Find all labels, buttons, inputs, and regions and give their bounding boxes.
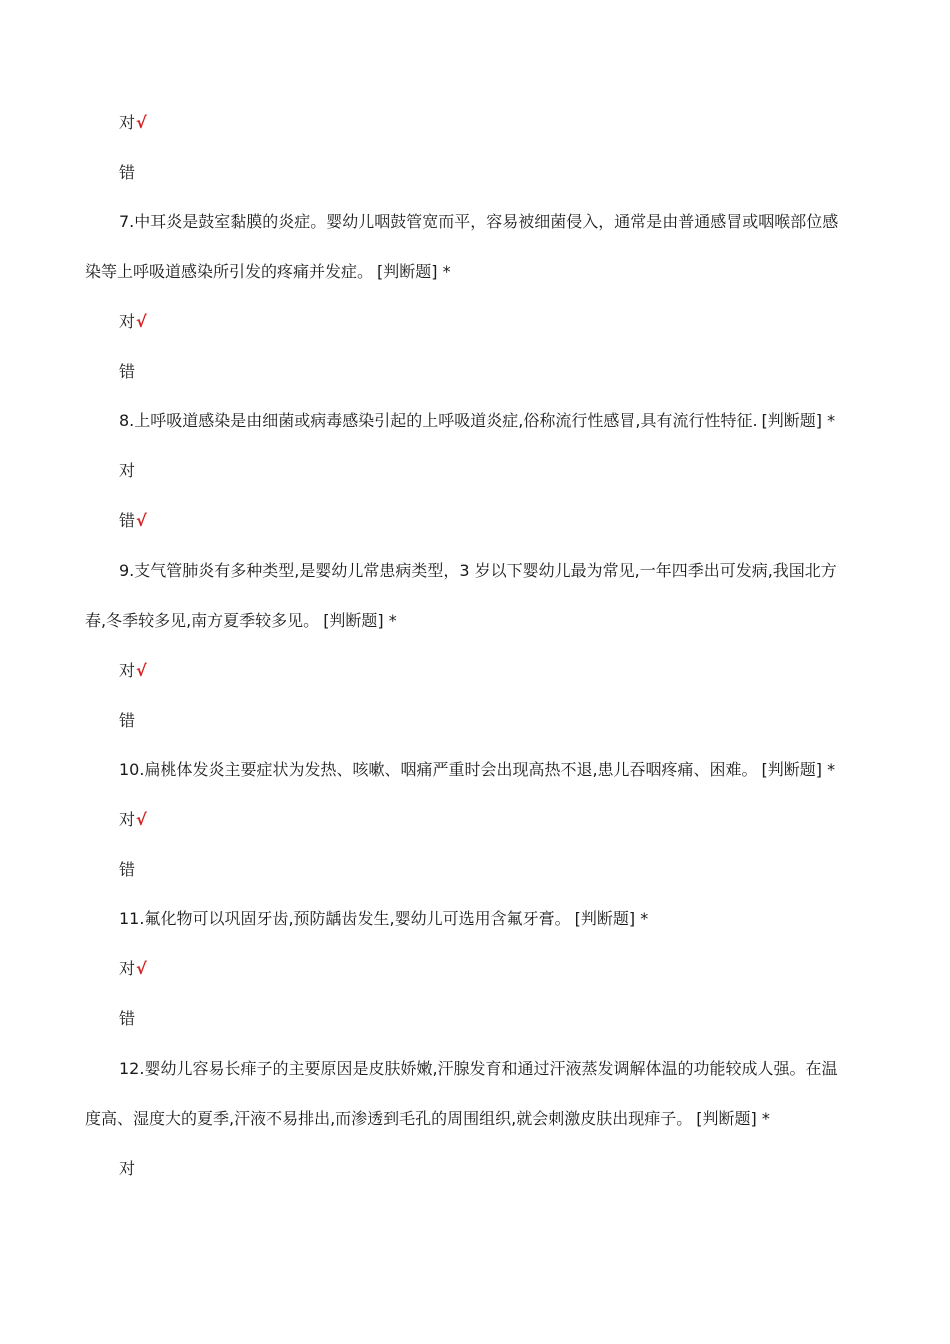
question-line: 12.婴幼儿容易长痱子的主要原因是皮肤娇嫩,汗腺发育和通过汗液蒸发调解体温的功能较成人强。在温 [119, 1059, 838, 1078]
answer-option-false[interactable] [119, 860, 136, 880]
question-type-tag: [判断题] * [696, 1109, 770, 1128]
answer-option-false[interactable] [119, 711, 136, 731]
question-line: 9.支气管肺炎有多种类型,是婴幼儿常患病类型，3 岁以下婴幼儿最为常见,一年四季出可发病,我国北方 [119, 561, 837, 580]
question-text [119, 909, 648, 929]
check-mark-icon: √ [136, 312, 147, 331]
question-text [85, 262, 451, 282]
option-label: 对 [119, 959, 136, 978]
option-label: 对 [119, 113, 136, 132]
answer-option-true[interactable] [119, 312, 147, 332]
option-label: 错 [119, 1009, 136, 1028]
check-mark-icon: √ [136, 810, 147, 829]
option-label: 错 [119, 711, 136, 730]
question-line: 春,冬季较多见,南方夏季较多见。 [85, 611, 320, 630]
option-label: 对 [119, 312, 136, 331]
question-line: 8.上呼吸道感染是由细菌或病毒感染引起的上呼吸道炎症,俗称流行性感冒,具有流行性特征. [119, 411, 758, 430]
check-mark-icon: √ [136, 511, 147, 530]
question-line: 7.中耳炎是鼓室黏膜的炎症。婴幼儿咽鼓管宽而平，容易被细菌侵入，通常是由普通感冒或咽喉部位感 [119, 212, 839, 231]
option-label: 对 [119, 661, 136, 680]
option-label: 对 [119, 1159, 136, 1178]
answer-option-true[interactable] [119, 113, 147, 133]
option-label: 错 [119, 860, 136, 879]
option-label: 对 [119, 461, 136, 480]
question-text [119, 760, 835, 780]
option-label: 错 [119, 362, 136, 381]
question-text [85, 611, 397, 631]
question-line: 10.扁桃体发炎主要症状为发热、咳嗽、咽痛严重时会出现高热不退,患儿吞咽疼痛、困难。 [119, 760, 758, 779]
answer-option-true[interactable] [119, 461, 136, 481]
question-type-tag: [判断题] * [377, 262, 451, 281]
question-text [119, 561, 837, 581]
option-label: 对 [119, 810, 136, 829]
question-type-tag: [判断题] * [574, 909, 649, 928]
question-line: 11.氟化物可以巩固牙齿,预防龋齿发生,婴幼儿可选用含氟牙膏。 [119, 909, 571, 928]
option-label: 错 [119, 511, 136, 530]
check-mark-icon: √ [136, 113, 147, 132]
answer-option-false[interactable] [119, 511, 147, 531]
question-line: 染等上呼吸道感染所引发的疼痛并发症。 [85, 262, 374, 281]
question-text [119, 411, 835, 431]
check-mark-icon: √ [136, 959, 147, 978]
question-text [119, 212, 838, 232]
answer-option-false[interactable] [119, 362, 136, 382]
answer-option-true[interactable] [119, 810, 147, 830]
answer-option-false[interactable] [119, 163, 135, 183]
question-type-tag: [判断题] * [323, 611, 397, 630]
option-label: 错 [119, 163, 136, 182]
check-mark-icon: √ [136, 661, 147, 680]
question-type-tag: [判断题] * [761, 411, 836, 430]
answer-option-true[interactable] [119, 959, 147, 979]
question-text [85, 1109, 770, 1129]
answer-option-false[interactable] [119, 1009, 136, 1029]
question-text [119, 1059, 838, 1079]
answer-option-true[interactable] [119, 661, 147, 681]
answer-option-true[interactable] [119, 1159, 136, 1179]
question-type-tag: [判断题] * [761, 760, 836, 779]
question-line: 度高、湿度大的夏季,汗液不易排出,而渗透到毛孔的周围组织,就会刺激皮肤出现痱子。 [85, 1109, 693, 1128]
